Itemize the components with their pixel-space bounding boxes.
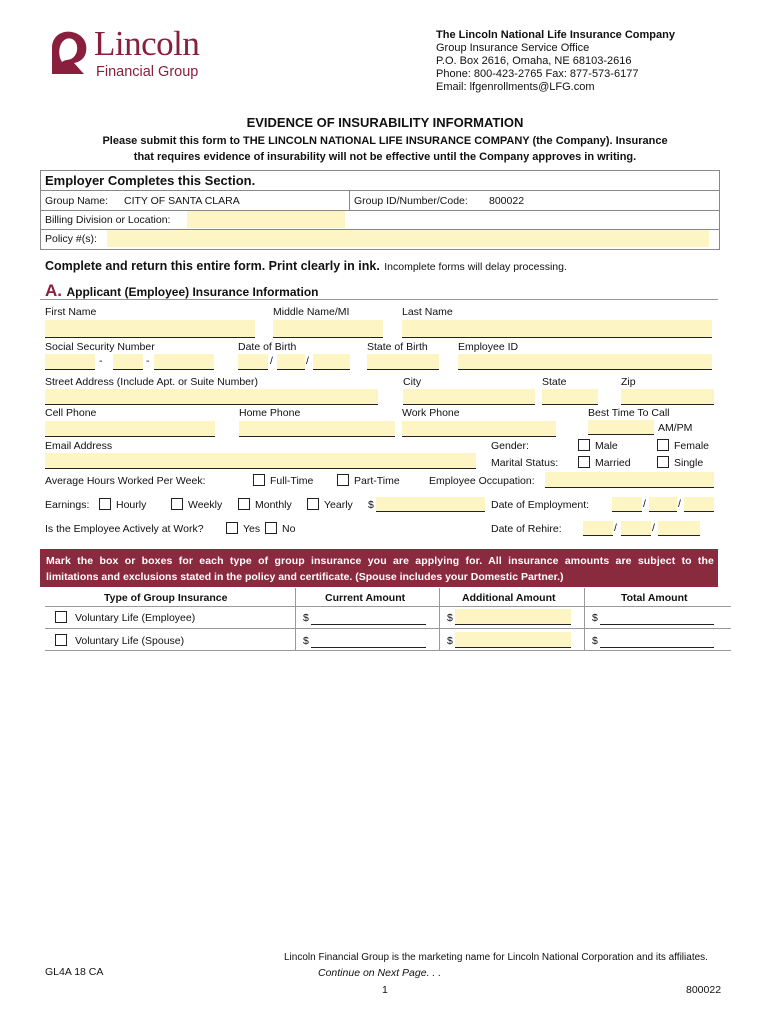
company-email: Email: lfgenrollments@LFG.com	[436, 81, 595, 93]
dollar-sign: $	[447, 612, 453, 624]
city-input[interactable]	[403, 389, 535, 405]
billing-row-divider	[41, 210, 719, 211]
male-checkbox[interactable]	[578, 439, 590, 451]
billing-label: Billing Division or Location:	[45, 214, 171, 226]
banner-line-1: Mark the box or boxes for each type of group insurance you are applying for. All insurance amounts are subject to the	[46, 555, 714, 567]
zip-label: Zip	[621, 376, 636, 388]
zip-input[interactable]	[621, 389, 714, 405]
doe-year-input[interactable]	[684, 497, 714, 512]
coverage-col-total: Total Amount	[621, 592, 688, 604]
yearly-label: Yearly	[324, 499, 353, 511]
state-of-birth-input[interactable]	[367, 354, 439, 370]
coverage-col-type: Type of Group Insurance	[104, 592, 228, 604]
coverage-col-current: Current Amount	[325, 592, 406, 604]
rehire-year-input[interactable]	[658, 521, 700, 536]
email-input[interactable]	[45, 453, 476, 469]
ssn-part-3-input[interactable]	[154, 354, 214, 370]
employee-id-input[interactable]	[458, 354, 712, 370]
employee-additional-amount-input[interactable]	[455, 609, 571, 625]
rehire-day-input[interactable]	[621, 521, 651, 536]
hourly-label: Hourly	[116, 499, 147, 511]
female-checkbox[interactable]	[657, 439, 669, 451]
footer-form-id: GL4A 18 CA	[45, 966, 104, 978]
policy-input[interactable]	[107, 230, 709, 247]
coverage-row-rule	[45, 628, 731, 629]
footer-marketing: Lincoln Financial Group is the marketing name for Lincoln National Corporation and its affiliates.	[284, 952, 708, 963]
dollar-sign: $	[303, 612, 309, 624]
marital-label: Marital Status:	[491, 457, 559, 469]
weekly-checkbox[interactable]	[171, 498, 183, 510]
street-label: Street Address (Include Apt. or Suite Number)	[45, 376, 259, 388]
ssn-label: Social Security Number	[45, 341, 155, 353]
instruction-line	[45, 257, 567, 275]
coverage-col-divider-1	[295, 588, 296, 650]
weekly-label: Weekly	[188, 499, 223, 511]
company-phone: Phone: 800-423-2765 Fax: 877-573-6177	[436, 68, 639, 80]
coverage-row-label: Voluntary Life (Spouse)	[75, 635, 185, 647]
last-name-label: Last Name	[402, 306, 453, 318]
logo-subtext: Financial Group	[96, 64, 199, 80]
group-id-label: Group ID/Number/Code:	[354, 195, 468, 207]
billing-input[interactable]	[187, 211, 345, 228]
single-label: Single	[674, 457, 704, 469]
policy-label: Policy #(s):	[45, 233, 97, 245]
occupation-label: Employee Occupation:	[429, 475, 535, 487]
state-label: State	[542, 376, 567, 388]
state-of-birth-label: State of Birth	[367, 341, 428, 353]
dob-day-input[interactable]	[277, 354, 305, 370]
rehire-month-input[interactable]	[583, 521, 613, 536]
work-phone-label: Work Phone	[402, 407, 460, 419]
gender-label: Gender:	[491, 440, 529, 452]
dob-label: Date of Birth	[238, 341, 297, 353]
earnings-input[interactable]	[376, 497, 485, 512]
ssn-part-1-input[interactable]	[45, 354, 95, 370]
cell-phone-input[interactable]	[45, 421, 215, 437]
last-name-input[interactable]	[402, 320, 712, 338]
coverage-row-label: Voluntary Life (Employee)	[75, 612, 196, 624]
company-name: The Lincoln National Life Insurance Company	[436, 29, 675, 41]
ampm-label: AM/PM	[658, 422, 693, 434]
work-phone-input[interactable]	[402, 421, 556, 437]
married-checkbox[interactable]	[578, 456, 590, 468]
active-label: Is the Employee Actively at Work?	[45, 523, 204, 535]
active-yes-label: Yes	[243, 523, 261, 535]
lincoln-silhouette-icon	[44, 28, 92, 76]
dob-slash-2: /	[306, 355, 309, 367]
employer-heading: Employer Completes this Section.	[45, 173, 256, 188]
intro-line-1: Please submit this form to THE LINCOLN NATIONAL LIFE INSURANCE COMPANY (the Company). Insurance	[102, 135, 668, 147]
coverage-banner	[40, 549, 718, 587]
part-time-checkbox[interactable]	[337, 474, 349, 486]
email-label: Email Address	[45, 440, 113, 452]
spouse-additional-amount-input[interactable]	[455, 632, 571, 648]
male-label: Male	[595, 440, 618, 452]
group-col-divider	[349, 190, 350, 210]
employer-section	[40, 170, 720, 250]
city-label: City	[403, 376, 422, 388]
spouse-current-amount-input[interactable]	[311, 634, 426, 648]
group-name-label: Group Name:	[45, 195, 109, 207]
part-time-label: Part-Time	[354, 475, 400, 487]
street-input[interactable]	[45, 389, 378, 405]
female-label: Female	[674, 440, 710, 452]
first-name-input[interactable]	[45, 320, 255, 338]
section-a-heading	[45, 281, 319, 301]
footer-page-number: 1	[382, 984, 388, 996]
ssn-dash-2: -	[146, 355, 150, 367]
doe-label: Date of Employment:	[491, 499, 590, 511]
coverage-col-divider-3	[584, 588, 585, 650]
group-id-value: 800022	[489, 195, 525, 207]
home-phone-input[interactable]	[239, 421, 395, 437]
monthly-label: Monthly	[255, 499, 292, 511]
earnings-label: Earnings:	[45, 499, 90, 511]
section-a-letter: A.	[45, 281, 62, 300]
coverage-col-divider-2	[439, 588, 440, 650]
full-time-label: Full-Time	[270, 475, 314, 487]
voluntary-life-spouse-checkbox[interactable]	[55, 634, 67, 646]
middle-name-input[interactable]	[273, 320, 383, 338]
coverage-col-additional: Additional Amount	[462, 592, 556, 604]
active-yes-checkbox[interactable]	[226, 522, 238, 534]
dollar-sign: $	[592, 612, 598, 624]
home-phone-label: Home Phone	[239, 407, 301, 419]
yearly-checkbox[interactable]	[307, 498, 319, 510]
hourly-checkbox[interactable]	[99, 498, 111, 510]
ssn-part-2-input[interactable]	[113, 354, 143, 370]
instruction-bold: Complete and return this entire form. Print clearly in ink.	[45, 259, 380, 273]
middle-name-label: Middle Name/MI	[273, 306, 350, 318]
doe-slash-1: /	[643, 498, 646, 510]
company-po-box: P.O. Box 2616, Omaha, NE 68103-2616	[436, 55, 632, 67]
doe-day-input[interactable]	[649, 497, 677, 512]
best-time-input[interactable]	[588, 420, 654, 435]
doe-slash-2: /	[678, 498, 681, 510]
footer-group-code: 800022	[686, 984, 722, 996]
voluntary-life-employee-checkbox[interactable]	[55, 611, 67, 623]
dob-slash-1: /	[270, 355, 273, 367]
dollar-sign: $	[447, 635, 453, 647]
coverage-bottom-rule	[45, 650, 731, 651]
full-time-checkbox[interactable]	[253, 474, 265, 486]
doe-month-input[interactable]	[612, 497, 642, 512]
section-a-rule	[40, 299, 718, 300]
dob-year-input[interactable]	[313, 354, 350, 370]
ssn-dash-1: -	[99, 355, 103, 367]
banner-line-2: limitations and exclusions stated in the policy and certificate. (Spouse includes your Domestic Partner.)	[46, 571, 564, 583]
dollar-sign: $	[592, 635, 598, 647]
best-time-label: Best Time To Call	[588, 407, 670, 419]
spouse-total-amount-input[interactable]	[600, 634, 714, 648]
logo-wordmark: Lincoln	[94, 24, 200, 63]
company-office: Group Insurance Service Office	[436, 42, 590, 54]
first-name-label: First Name	[45, 306, 97, 318]
dollar-sign: $	[303, 635, 309, 647]
rehire-slash-2: /	[652, 522, 655, 534]
state-input[interactable]	[542, 389, 598, 405]
active-no-checkbox[interactable]	[265, 522, 277, 534]
earnings-dollar: $	[368, 499, 374, 511]
coverage-header-rule	[45, 606, 731, 607]
group-name-value: CITY OF SANTA CLARA	[124, 195, 240, 207]
employee-id-label: Employee ID	[458, 341, 519, 353]
employer-row-divider	[41, 190, 719, 191]
rehire-slash-1: /	[614, 522, 617, 534]
page-title: EVIDENCE OF INSURABILITY INFORMATION	[246, 115, 524, 130]
employee-current-amount-input[interactable]	[311, 611, 426, 625]
cell-phone-label: Cell Phone	[45, 407, 97, 419]
instruction-normal: Incomplete forms will delay processing.	[384, 261, 567, 273]
section-a-title: Applicant (Employee) Insurance Information	[66, 285, 319, 299]
active-no-label: No	[282, 523, 296, 535]
intro-line-2: that requires evidence of insurability will not be effective until the Company approves in writing.	[133, 151, 637, 163]
occupation-input[interactable]	[545, 472, 714, 488]
married-label: Married	[595, 457, 631, 469]
monthly-checkbox[interactable]	[238, 498, 250, 510]
hours-label: Average Hours Worked Per Week:	[45, 475, 206, 487]
rehire-label: Date of Rehire:	[491, 523, 562, 535]
single-checkbox[interactable]	[657, 456, 669, 468]
dob-month-input[interactable]	[238, 354, 268, 370]
employee-total-amount-input[interactable]	[600, 611, 714, 625]
company-address-block	[436, 29, 675, 94]
lincoln-logo	[44, 24, 214, 84]
footer-continue: Continue on Next Page. . .	[318, 967, 442, 979]
